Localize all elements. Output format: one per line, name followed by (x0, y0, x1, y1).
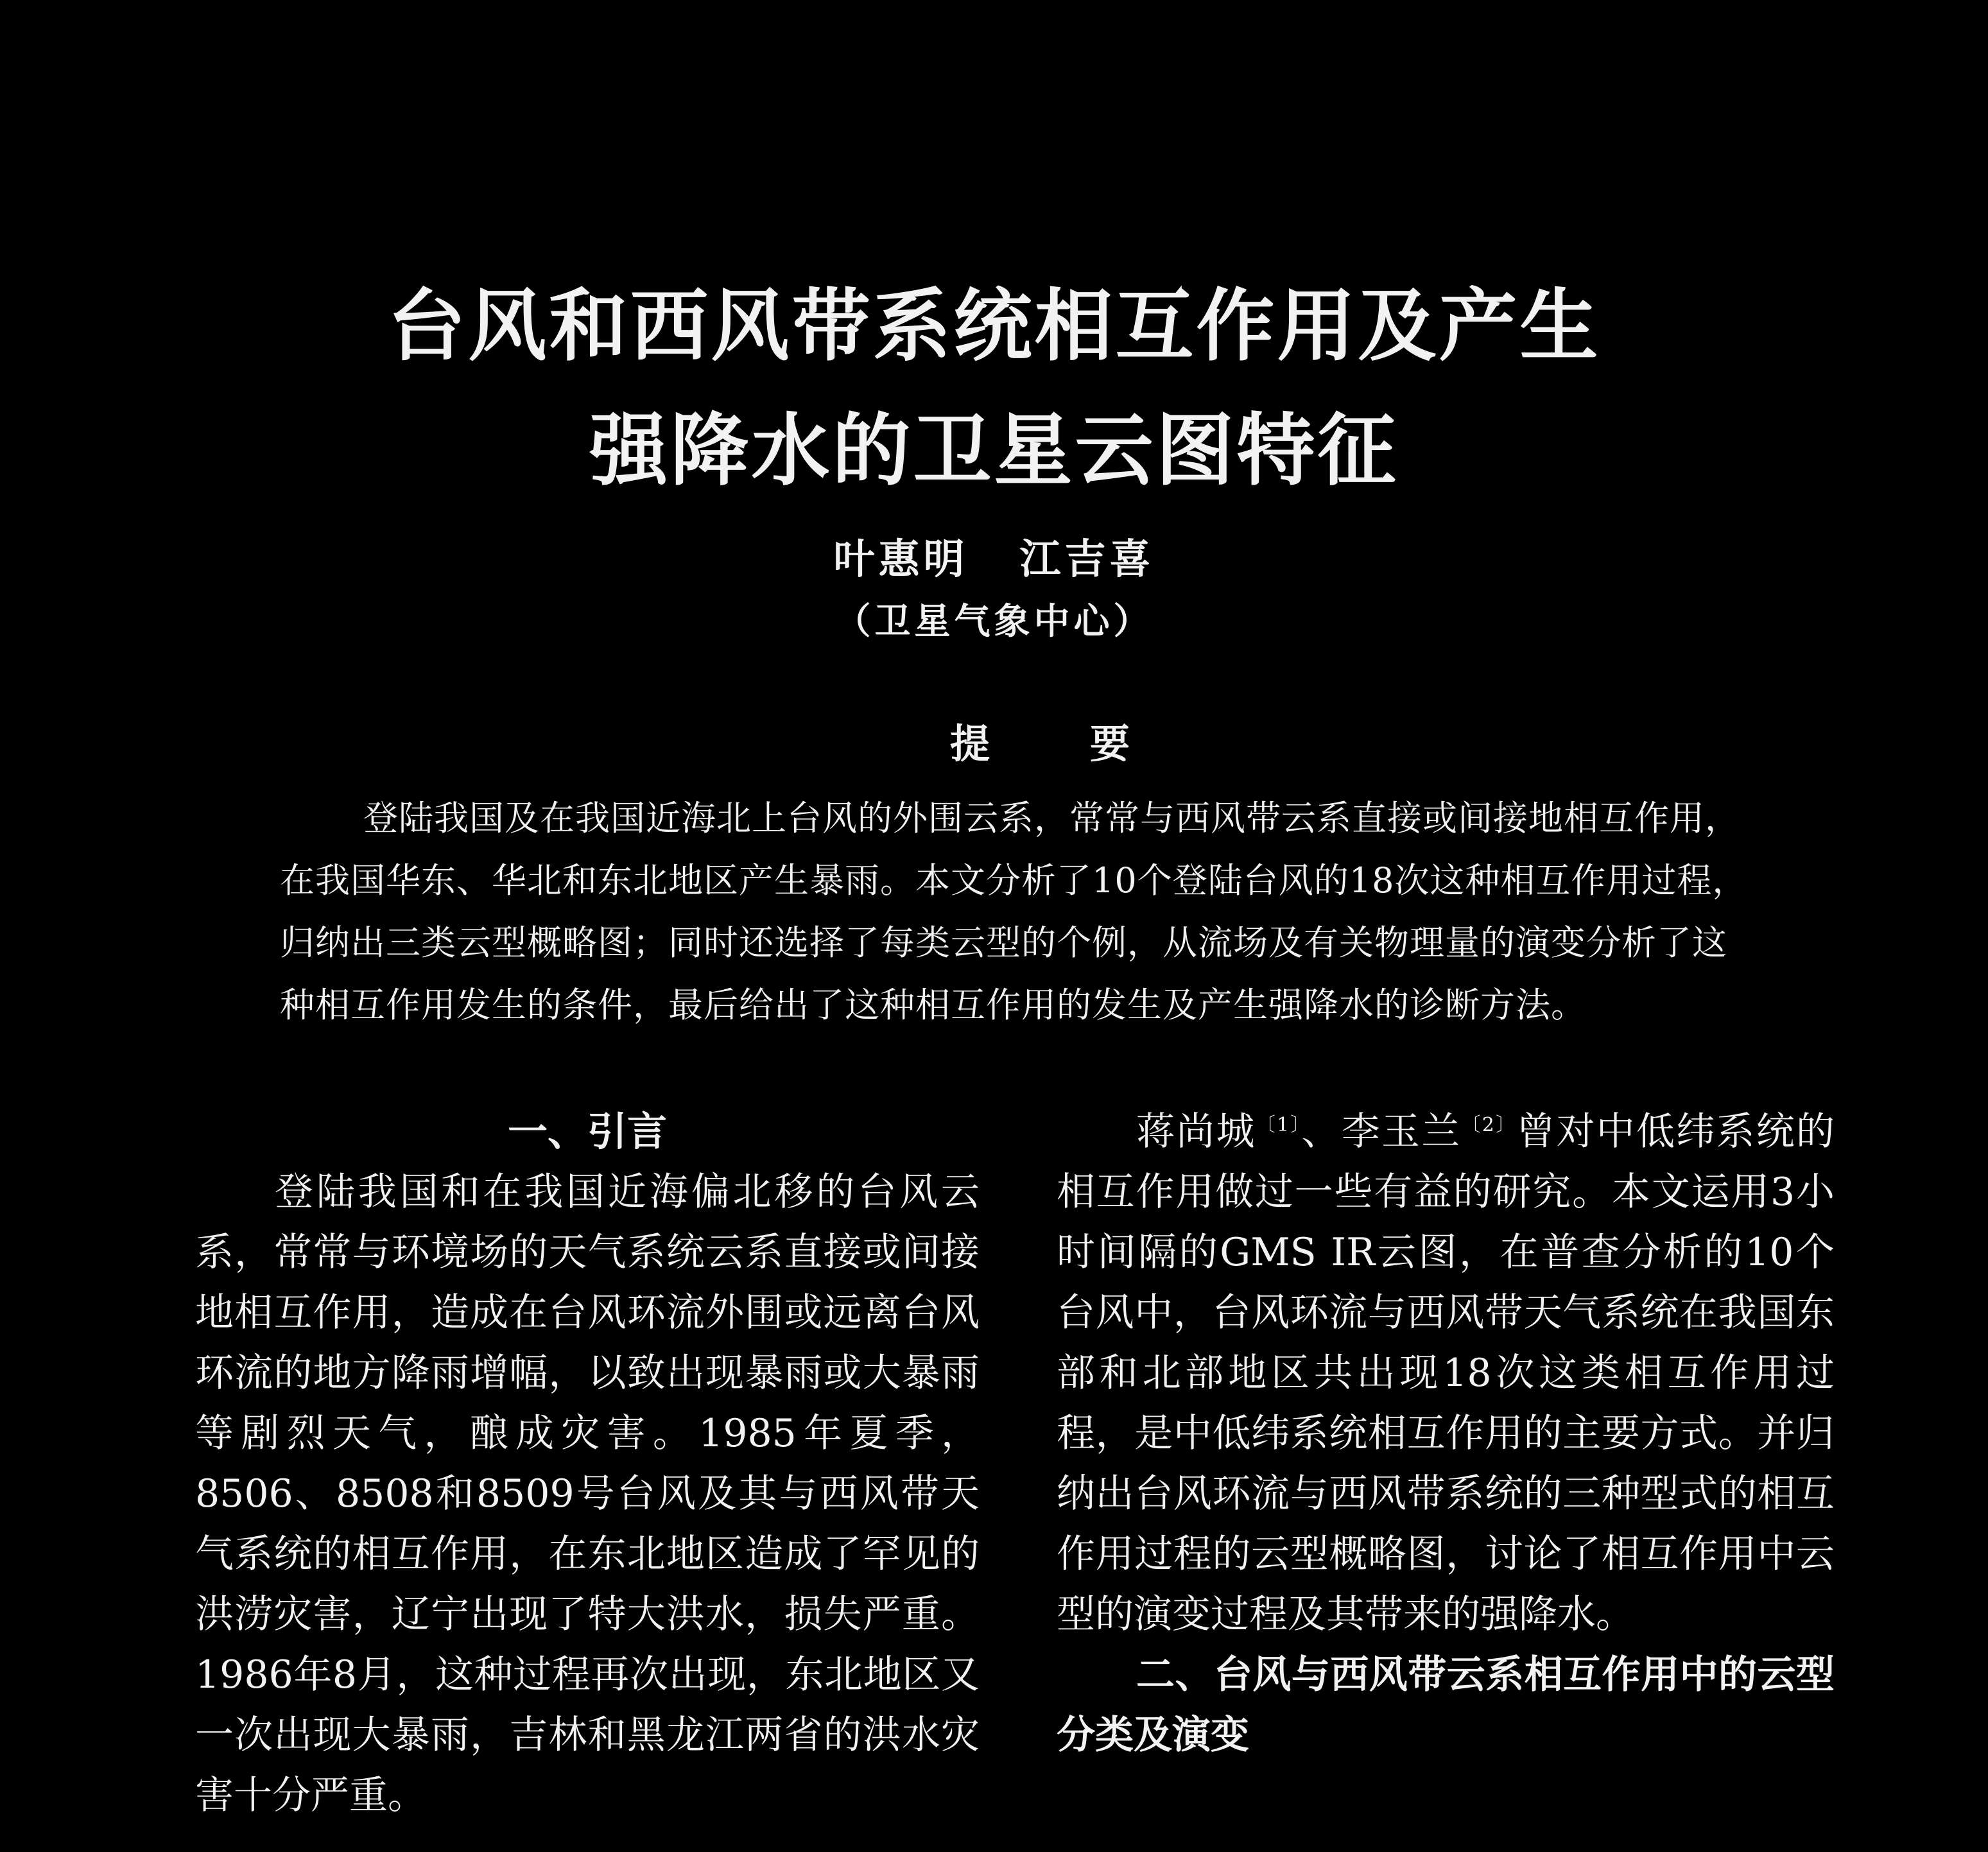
author-1: 叶惠明 (833, 535, 969, 584)
author-ref-1: 蒋尚城 (1136, 1109, 1256, 1154)
paper-title-line-1: 台风和西风带系统相互作用及产生 (387, 279, 1601, 372)
abstract-heading-char-1: 提 (950, 720, 990, 767)
abstract-heading (950, 720, 1130, 767)
abstract (280, 787, 1750, 1036)
author-ref-2: 、李玉兰 (1301, 1109, 1462, 1154)
abstract-heading-char-2: 要 (1089, 720, 1130, 767)
citation-2: 〔2〕 (1461, 1114, 1517, 1136)
left-column (195, 1102, 980, 1826)
section-1-paragraph: 登陆我国和在我国近海偏北移的台风云系，常常与环境场的天气系统云系直接或间接地相互作用，造成在台风环流外围或远离台风环流的地方降雨增幅，以致出现暴雨或大暴雨等剧烈天气，酿成灾害。1985年夏季，8506、8508和8509号台风及其与西风带天气系统的相互作用，在东北地区造成了罕见的洪涝灾害，辽宁出现了特大洪水，损失严重。1986年8月，这种过程再次出现，东北地区又一次出现大暴雨，吉林和黑龙江两省的洪水灾害十分严重。 (195, 1170, 980, 1818)
paper-title-line-2: 强降水的卫星云图特征 (589, 404, 1399, 496)
authors (0, 535, 1988, 584)
abstract-text: 登陆我国及在我国近海北上台风的外围云系，常常与西风带云系直接或间接地相互作用，在我国华东、华北和东北地区产生暴雨。本文分析了10个登陆台风的18次这种相互作用过程，归纳出三类云型概略图；同时还选择了每类云型的个例，从流场及有关物理量的演变分析了这种相互作用发生的条件，最后给出了这种相互作用的发生及产生强降水的诊断方法。 (280, 798, 1748, 1025)
section-2-heading: 二、台风与西风带云系相互作用中的云型分类及演变 (1057, 1652, 1835, 1758)
section-1-heading: 一、引言 (507, 1108, 667, 1155)
right-column-paragraph (1057, 1102, 1835, 1645)
affiliation: （卫星气象中心） (834, 600, 1154, 643)
right-column-body: 曾对中低纬系统的相互作用做过一些有益的研究。本文运用3小时间隔的GMS IR云图，在普查分析的10个台风中，台风环流与西风带天气系统在我国东部和北部地区共出现18次这类相互作用过程，是中低纬系统相互作用的主要方式。并归纳出台风环流与西风带系统的三种型式的相互作用过程的云型概略图，讨论了相互作用中云型的演变过程及其带来的强降水。 (1057, 1109, 1835, 1637)
author-2: 江吉喜 (1019, 535, 1155, 584)
right-column (1057, 1102, 1835, 1765)
citation-1: 〔1〕 (1256, 1114, 1302, 1136)
